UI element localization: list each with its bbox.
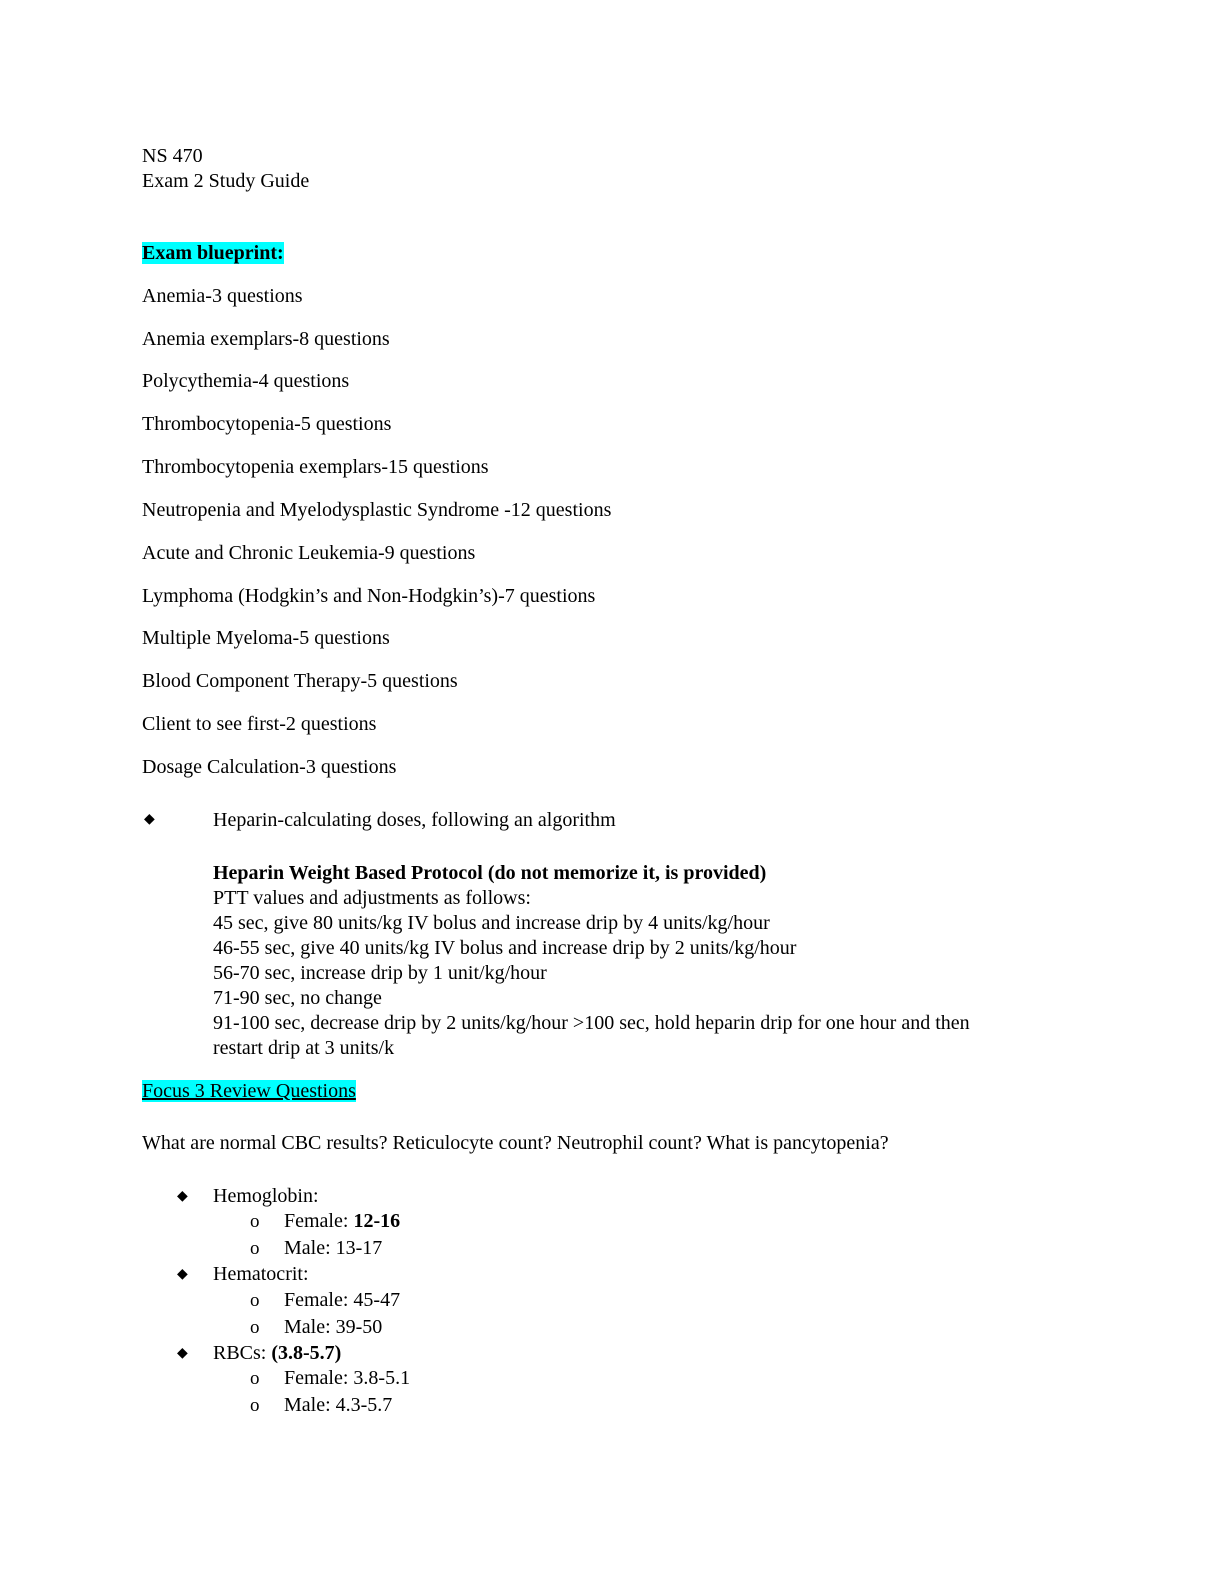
hemoglobin-female-value: 12-16 bbox=[353, 1210, 401, 1232]
bullet-icon: ◆ bbox=[177, 1346, 188, 1361]
dosage-bullet-text: Heparin-calculating doses, following an algorithm bbox=[213, 809, 616, 831]
protocol-line: 56-70 sec, increase drip by 1 unit/kg/hour bbox=[213, 962, 547, 984]
blueprint-item: Polycythemia-4 questions bbox=[142, 370, 350, 392]
hematocrit-label: Hematocrit: bbox=[213, 1263, 309, 1285]
sub-bullet-icon: o bbox=[250, 1211, 260, 1232]
sub-bullet-icon: o bbox=[250, 1238, 260, 1259]
blueprint-item: Acute and Chronic Leukemia-9 questions bbox=[142, 542, 476, 564]
blueprint-item: Anemia exemplars-8 questions bbox=[142, 328, 390, 350]
hemoglobin-label: Hemoglobin: bbox=[213, 1185, 319, 1207]
protocol-line: restart drip at 3 units/k bbox=[213, 1037, 395, 1059]
protocol-line: 46-55 sec, give 40 units/kg IV bolus and increase drip by 2 units/kg/hour bbox=[213, 937, 797, 959]
rbcs-label: RBCs: bbox=[213, 1342, 272, 1364]
blueprint-item: Anemia-3 questions bbox=[142, 285, 303, 307]
protocol-line: 45 sec, give 80 units/kg IV bolus and increase drip by 4 units/kg/hour bbox=[213, 912, 770, 934]
rbcs-male: Male: 4.3-5.7 bbox=[284, 1394, 393, 1416]
bullet-icon: ◆ bbox=[177, 1189, 188, 1204]
rbcs-row bbox=[213, 1341, 341, 1366]
blueprint-item: Thrombocytopenia exemplars-15 questions bbox=[142, 456, 489, 478]
blueprint-item: Dosage Calculation-3 questions bbox=[142, 756, 397, 778]
hemoglobin-female-label: Female: bbox=[284, 1210, 354, 1232]
hematocrit-female: Female: 45-47 bbox=[284, 1289, 401, 1311]
sub-bullet-icon: o bbox=[250, 1368, 260, 1389]
hematocrit-male: Male: 39-50 bbox=[284, 1316, 383, 1338]
protocol-line: 91-100 sec, decrease drip by 2 units/kg/hour >100 sec, hold heparin drip for one hour and then bbox=[213, 1012, 970, 1034]
rbcs-female: Female: 3.8-5.1 bbox=[284, 1367, 411, 1389]
review-questions-link[interactable]: Focus 3 Review Questions bbox=[142, 1080, 356, 1102]
protocol-heading: Heparin Weight Based Protocol (do not memorize it, is provided) bbox=[213, 862, 767, 884]
rbcs-range: (3.8-5.7) bbox=[271, 1342, 342, 1364]
sub-bullet-icon: o bbox=[250, 1317, 260, 1338]
course-code: NS 470 bbox=[142, 145, 203, 167]
blueprint-item: Thrombocytopenia-5 questions bbox=[142, 413, 392, 435]
blueprint-item: Blood Component Therapy-5 questions bbox=[142, 670, 458, 692]
blueprint-item: Lymphoma (Hodgkin’s and Non-Hodgkin’s)-7 questions bbox=[142, 585, 596, 607]
hemoglobin-male: Male: 13-17 bbox=[284, 1237, 383, 1259]
blueprint-item: Multiple Myeloma-5 questions bbox=[142, 627, 390, 649]
blueprint-item: Client to see first-2 questions bbox=[142, 713, 377, 735]
review-questions-link-row bbox=[142, 1079, 356, 1104]
bullet-icon: ◆ bbox=[177, 1267, 188, 1282]
sub-bullet-icon: o bbox=[250, 1290, 260, 1311]
bullet-icon: ◆ bbox=[144, 812, 155, 827]
cbc-question: What are normal CBC results? Reticulocyte count? Neutrophil count? What is pancytopenia? bbox=[142, 1132, 889, 1154]
protocol-line: PTT values and adjustments as follows: bbox=[213, 887, 531, 909]
document-title: Exam 2 Study Guide bbox=[142, 170, 310, 192]
protocol-line: 71-90 sec, no change bbox=[213, 987, 382, 1009]
blueprint-heading-text: Exam blueprint: bbox=[142, 242, 284, 264]
blueprint-heading bbox=[142, 241, 284, 266]
sub-bullet-icon: o bbox=[250, 1395, 260, 1416]
blueprint-item: Neutropenia and Myelodysplastic Syndrome -12 questions bbox=[142, 499, 612, 521]
hemoglobin-female bbox=[284, 1209, 400, 1234]
